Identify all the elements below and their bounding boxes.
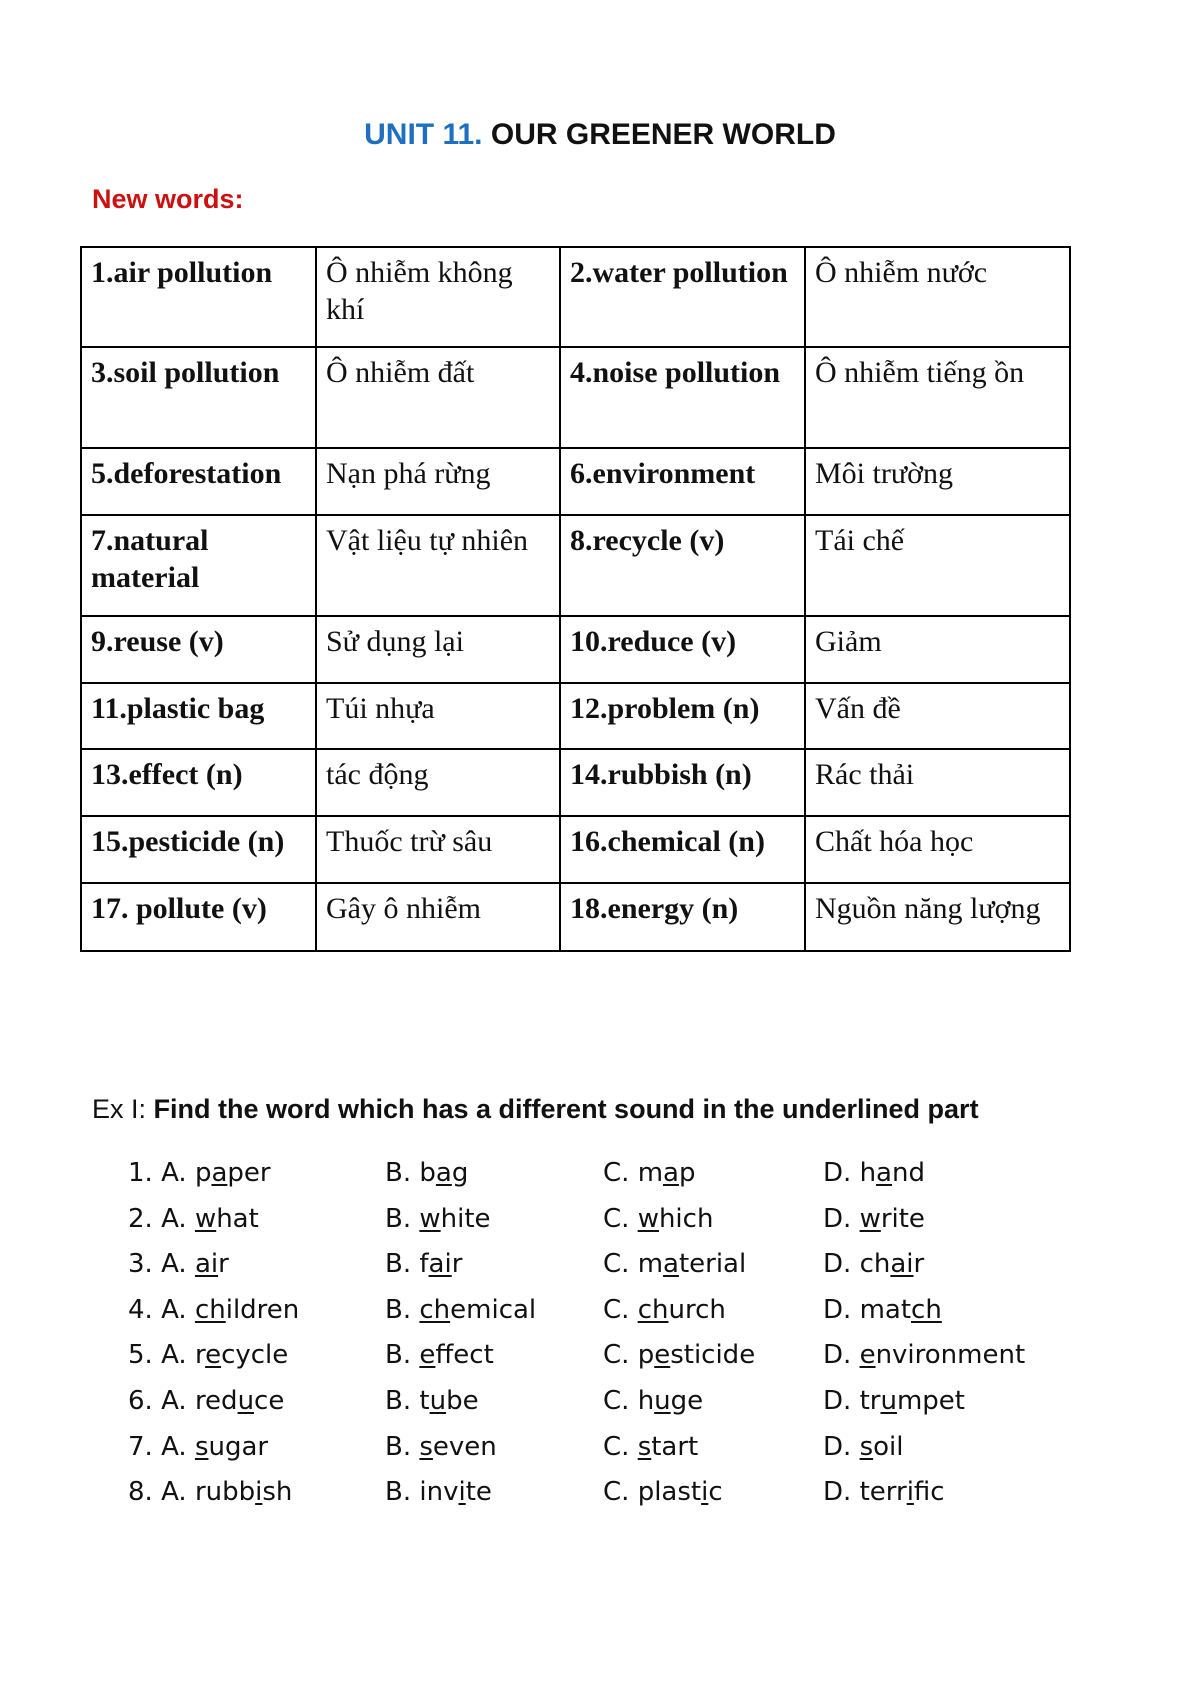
page-title — [0, 118, 1200, 152]
underlined-part: ai — [890, 1249, 914, 1280]
vocab-vietnamese-meaning: Ô nhiễm đất — [316, 347, 560, 448]
answer-option — [128, 1158, 271, 1188]
word-part: terial — [678, 1249, 747, 1280]
word-part: mat — [859, 1294, 912, 1325]
option-letter: C. — [603, 1203, 630, 1234]
option-letter: D. — [823, 1385, 852, 1416]
word-part: r — [913, 1249, 925, 1280]
answer-option — [128, 1386, 284, 1416]
option-letter: B. — [385, 1249, 412, 1280]
vocab-english-term: 16.chemical (n) — [560, 816, 805, 883]
option-letter: D. — [823, 1431, 852, 1462]
vocab-vietnamese-meaning: Ô nhiễm không khí — [316, 247, 560, 347]
option-letter: D. — [823, 1203, 852, 1234]
vocab-vietnamese-meaning: Tái chế — [805, 515, 1070, 616]
word-part: plast — [637, 1477, 702, 1508]
word-part: sh — [262, 1477, 293, 1508]
vocab-row — [81, 515, 1070, 616]
option-letter: A. — [161, 1294, 187, 1325]
question-number: 3. — [128, 1249, 153, 1280]
underlined-part: s — [859, 1431, 874, 1462]
word-part: hite — [440, 1203, 491, 1234]
underlined-part: e — [419, 1340, 436, 1371]
answer-option — [385, 1477, 492, 1507]
word-part: emical — [450, 1294, 537, 1325]
vocab-row — [81, 883, 1070, 951]
vocab-english-term: 5.deforestation — [81, 448, 316, 515]
word-part: m — [637, 1249, 664, 1280]
word-part: p — [637, 1340, 655, 1371]
option-letter: A. — [161, 1385, 187, 1416]
underlined-part: s — [194, 1431, 209, 1462]
word-part: tr — [859, 1385, 881, 1416]
option-letter: B. — [385, 1203, 412, 1234]
option-letter: B. — [385, 1385, 412, 1416]
vocab-row — [81, 616, 1070, 683]
answer-option — [128, 1432, 268, 1462]
word-part: ge — [670, 1385, 704, 1416]
underlined-part: w — [419, 1203, 441, 1234]
answer-option — [385, 1204, 491, 1234]
exercise-instruction: Find the word which has a different sound in the underlined part — [153, 1094, 979, 1124]
answer-option — [603, 1432, 698, 1462]
answer-option — [385, 1295, 536, 1325]
word-part: fic — [913, 1477, 945, 1508]
option-letter: A. — [161, 1203, 187, 1234]
word-part: hich — [658, 1203, 714, 1234]
question-number: 8. — [128, 1477, 153, 1508]
word-part: r — [218, 1249, 229, 1280]
option-letter: D. — [823, 1249, 852, 1280]
underlined-part: u — [429, 1385, 447, 1416]
answer-option — [603, 1386, 703, 1416]
underlined-part: i — [458, 1477, 466, 1508]
option-letter: C. — [603, 1431, 630, 1462]
option-letter: C. — [603, 1294, 630, 1325]
question-number: 7. — [128, 1431, 153, 1462]
answer-option — [128, 1249, 229, 1279]
word-part: mpet — [896, 1385, 965, 1416]
vocab-vietnamese-meaning: Nguồn năng lượng — [805, 883, 1070, 951]
word-part: c — [708, 1477, 723, 1508]
vocab-row — [81, 448, 1070, 515]
vocab-english-term: 15.pesticide (n) — [81, 816, 316, 883]
option-letter: A. — [161, 1158, 187, 1188]
word-part: m — [637, 1158, 664, 1188]
vocab-vietnamese-meaning: Nạn phá rừng — [316, 448, 560, 515]
vocab-row — [81, 247, 1070, 347]
underlined-part: i — [906, 1477, 914, 1508]
word-part: even — [432, 1431, 497, 1462]
underlined-part: e — [859, 1340, 876, 1371]
option-letter: A. — [161, 1477, 187, 1508]
underlined-part: a — [211, 1158, 228, 1188]
word-part: te — [465, 1477, 492, 1508]
underlined-part: ch — [419, 1294, 451, 1325]
underlined-part: u — [237, 1385, 255, 1416]
option-letter: C. — [603, 1477, 630, 1508]
vocab-row — [81, 683, 1070, 749]
answer-option — [128, 1204, 259, 1234]
question-number: 2. — [128, 1203, 153, 1234]
word-part: be — [446, 1385, 479, 1416]
underlined-part: u — [880, 1385, 897, 1416]
question-number: 4. — [128, 1294, 153, 1325]
answer-option — [823, 1477, 945, 1507]
vocab-vietnamese-meaning: Rác thải — [805, 749, 1070, 816]
answer-option — [823, 1204, 925, 1234]
answer-option — [385, 1432, 497, 1462]
word-part: nvironment — [875, 1340, 1026, 1371]
answer-option — [385, 1249, 462, 1279]
vocab-english-term: 7.natural material — [81, 515, 316, 616]
vocab-english-term: 6.environment — [560, 448, 805, 515]
vocab-row — [81, 347, 1070, 448]
vocab-english-term: 4.noise pollution — [560, 347, 805, 448]
answer-option — [128, 1477, 292, 1507]
word-part: h — [637, 1385, 655, 1416]
vocab-vietnamese-meaning: Ô nhiễm tiếng ồn — [805, 347, 1070, 448]
option-letter: C. — [603, 1158, 630, 1188]
word-part: sticide — [670, 1340, 756, 1371]
vocab-english-term: 18.energy (n) — [560, 883, 805, 951]
word-part: r — [194, 1340, 206, 1371]
unit-title: OUR GREENER WORLD — [490, 118, 836, 151]
option-letter: B. — [385, 1294, 412, 1325]
vocab-vietnamese-meaning: Thuốc trừ sâu — [316, 816, 560, 883]
vocab-vietnamese-meaning: Sử dụng lại — [316, 616, 560, 683]
option-letter: D. — [823, 1477, 852, 1508]
answer-option — [385, 1340, 494, 1370]
vocab-vietnamese-meaning: Vật liệu tự nhiên — [316, 515, 560, 616]
answer-option — [823, 1249, 924, 1279]
vocab-english-term: 3.soil pollution — [81, 347, 316, 448]
option-letter: B. — [385, 1340, 412, 1371]
option-letter: C. — [603, 1385, 630, 1416]
underlined-part: ch — [911, 1294, 942, 1325]
answer-option — [603, 1158, 695, 1188]
vocab-vietnamese-meaning: Túi nhựa — [316, 683, 560, 749]
answer-option — [128, 1340, 288, 1370]
word-part: h — [859, 1158, 877, 1188]
word-part: ce — [254, 1385, 285, 1416]
underlined-part: e — [205, 1340, 222, 1371]
word-part: inv — [419, 1477, 459, 1508]
answer-option — [385, 1158, 468, 1188]
vocab-row — [81, 816, 1070, 883]
vocab-english-term: 17. pollute (v) — [81, 883, 316, 951]
underlined-part: w — [194, 1203, 217, 1234]
underlined-part: w — [637, 1203, 659, 1234]
vocab-english-term: 8.recycle (v) — [560, 515, 805, 616]
question-number: 1. — [128, 1158, 153, 1188]
underlined-part: ai — [428, 1249, 452, 1280]
vocab-vietnamese-meaning: Chất hóa học — [805, 816, 1070, 883]
unit-number: UNIT 11. — [364, 118, 483, 151]
underlined-part: s — [637, 1431, 652, 1462]
word-part: b — [419, 1158, 436, 1188]
vocab-english-term: 13.effect (n) — [81, 749, 316, 816]
word-part: cycle — [221, 1340, 289, 1371]
answer-option — [823, 1295, 942, 1325]
option-letter: A. — [161, 1431, 187, 1462]
underlined-part: w — [859, 1203, 881, 1234]
word-part: oil — [873, 1431, 904, 1462]
vocab-english-term: 11.plastic bag — [81, 683, 316, 749]
answer-option — [823, 1340, 1025, 1370]
option-letter: B. — [385, 1477, 412, 1508]
word-part: urch — [668, 1294, 726, 1325]
word-part: rubb — [194, 1477, 256, 1508]
vocab-vietnamese-meaning: Gây ô nhiễm — [316, 883, 560, 951]
word-part: hat — [216, 1203, 259, 1234]
answer-option — [603, 1249, 746, 1279]
underlined-part: s — [419, 1431, 433, 1462]
option-letter: D. — [823, 1294, 852, 1325]
word-part: red — [194, 1385, 238, 1416]
answer-option — [823, 1432, 903, 1462]
vocab-vietnamese-meaning: Vấn đề — [805, 683, 1070, 749]
word-part: ch — [859, 1249, 891, 1280]
question-number: 5. — [128, 1340, 153, 1371]
option-letter: D. — [823, 1158, 852, 1188]
vocab-vietnamese-meaning: Ô nhiễm nước — [805, 247, 1070, 347]
question-number: 6. — [128, 1385, 153, 1416]
vocab-english-term: 1.air pollution — [81, 247, 316, 347]
exercise-heading — [92, 1094, 979, 1125]
answer-option — [823, 1158, 925, 1188]
answer-option — [823, 1386, 965, 1416]
vocab-vietnamese-meaning: tác động — [316, 749, 560, 816]
underlined-part: ai — [194, 1249, 219, 1280]
word-part: ffect — [435, 1340, 494, 1371]
new-words-heading: New words: — [92, 184, 244, 214]
underlined-part: ch — [194, 1294, 226, 1325]
underlined-part: a — [663, 1158, 679, 1188]
answer-option — [603, 1477, 723, 1507]
answer-option — [603, 1340, 755, 1370]
word-part: r — [451, 1249, 463, 1280]
vocab-row — [81, 749, 1070, 816]
vocabulary-table — [80, 246, 1071, 952]
answer-option — [385, 1386, 479, 1416]
word-part: per — [227, 1158, 271, 1188]
vocab-vietnamese-meaning: Môi trường — [805, 448, 1070, 515]
answer-option — [603, 1295, 726, 1325]
vocab-english-term: 10.reduce (v) — [560, 616, 805, 683]
word-part: terr — [859, 1477, 907, 1508]
word-part: ugar — [208, 1431, 269, 1462]
word-part: ildren — [225, 1294, 300, 1325]
option-letter: C. — [603, 1340, 630, 1371]
answer-option — [128, 1295, 299, 1325]
underlined-part: u — [654, 1385, 671, 1416]
word-part: g — [451, 1158, 469, 1188]
word-part: nd — [891, 1158, 925, 1188]
vocab-english-term: 9.reuse (v) — [81, 616, 316, 683]
underlined-part: i — [701, 1477, 709, 1508]
vocab-english-term: 12.problem (n) — [560, 683, 805, 749]
option-letter: C. — [603, 1249, 630, 1280]
word-part: t — [419, 1385, 430, 1416]
option-letter: D. — [823, 1340, 852, 1371]
word-part: p — [194, 1158, 212, 1188]
option-letter: B. — [385, 1431, 412, 1462]
underlined-part: a — [876, 1158, 892, 1188]
vocab-vietnamese-meaning: Giảm — [805, 616, 1070, 683]
word-part: rite — [880, 1203, 925, 1234]
underlined-part: ch — [637, 1294, 669, 1325]
underlined-part: a — [435, 1158, 452, 1188]
word-part: tart — [651, 1431, 699, 1462]
option-letter: B. — [385, 1158, 412, 1188]
exercise-label: Ex I: — [92, 1094, 147, 1124]
underlined-part: e — [654, 1340, 671, 1371]
vocab-english-term: 14.rubbish (n) — [560, 749, 805, 816]
vocab-english-term: 2.water pollution — [560, 247, 805, 347]
option-letter: A. — [161, 1340, 187, 1371]
answer-option — [603, 1204, 713, 1234]
underlined-part: a — [663, 1249, 679, 1280]
underlined-part: i — [255, 1477, 263, 1508]
option-letter: A. — [161, 1249, 187, 1280]
word-part: p — [678, 1158, 696, 1188]
word-part: f — [419, 1249, 429, 1280]
